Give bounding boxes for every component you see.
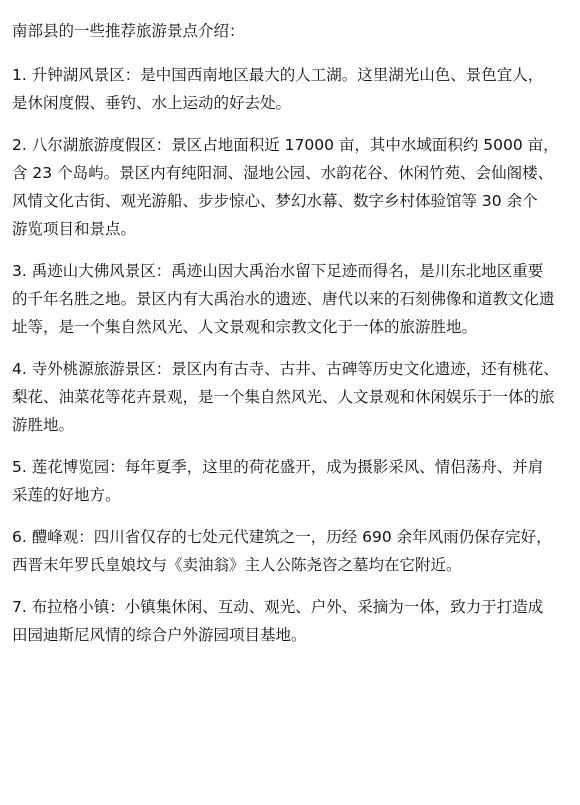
text-line: 7. 布拉格小镇：小镇集休闲、互动、观光、户外、采摘为一体，致力于打造成 [12,598,544,616]
attraction-item-7 [12,593,572,649]
text-line: 2. 八尔湖旅游度假区：景区占地面积近 17000 亩，其中水域面积约 5000 亩， [12,136,559,154]
attraction-item-5 [12,453,572,509]
document-body [12,17,572,649]
attraction-item-4 [12,355,572,439]
text-line: 梨花、油菜花等花卉景观，是一个集自然风光、人文景观和休闲娱乐于一体的旅 [12,388,555,406]
text-line: 1. 升钟湖风景区：是中国西南地区最大的人工湖。这里湖光山色、景色宜人， [12,66,544,84]
text-line: 3. 禹迹山大佛风景区：禹迹山因大禹治水留下足迹而得名，是川东北地区重要 [12,262,544,280]
text-line: 西晋末年罗氏皇娘坟与《卖油翁》主人公陈尧咨之墓均在它附近。 [12,556,462,574]
text-line: 游览项目和景点。 [12,220,137,238]
attraction-item-6 [12,523,572,579]
intro-text: 南部县的一些推荐旅游景点介绍： [12,22,245,40]
text-line: 田园迪斯尼风情的综合户外游园项目基地。 [12,626,307,644]
text-line: 风情文化古街、观光游船、步步惊心、梦幻水幕、数字乡村体验馆等 30 余个 [12,192,538,210]
text-line: 4. 寺外桃源旅游景区：景区内有古寺、古井、古碑等历史文化遗迹，还有桃花、 [12,360,559,378]
attraction-item-2 [12,131,572,243]
text-line: 6. 醴峰观：四川省仅存的七处元代建筑之一，历经 690 余年风雨仍保存完好， [12,528,552,546]
attraction-item-1 [12,61,572,117]
text-line: 是休闲度假、垂钓、水上运动的好去处。 [12,94,292,112]
text-line: 游胜地。 [12,416,75,434]
attraction-item-3 [12,257,572,341]
text-line: 含 23 个岛屿。景区内有纯阳洞、湿地公园、水韵花谷、休闲竹苑、会仙阁楼、 [12,164,554,182]
text-line: 址等，是一个集自然风光、人文景观和宗教文化于一体的旅游胜地。 [12,318,478,336]
text-line: 5. 莲花博览园：每年夏季，这里的荷花盛开，成为摄影采风、情侣荡舟、并肩 [12,458,544,476]
text-line: 采莲的好地方。 [12,486,121,504]
text-line: 的千年名胜之地。景区内有大禹治水的遗迹、唐代以来的石刻佛像和道教文化遗 [12,290,555,308]
